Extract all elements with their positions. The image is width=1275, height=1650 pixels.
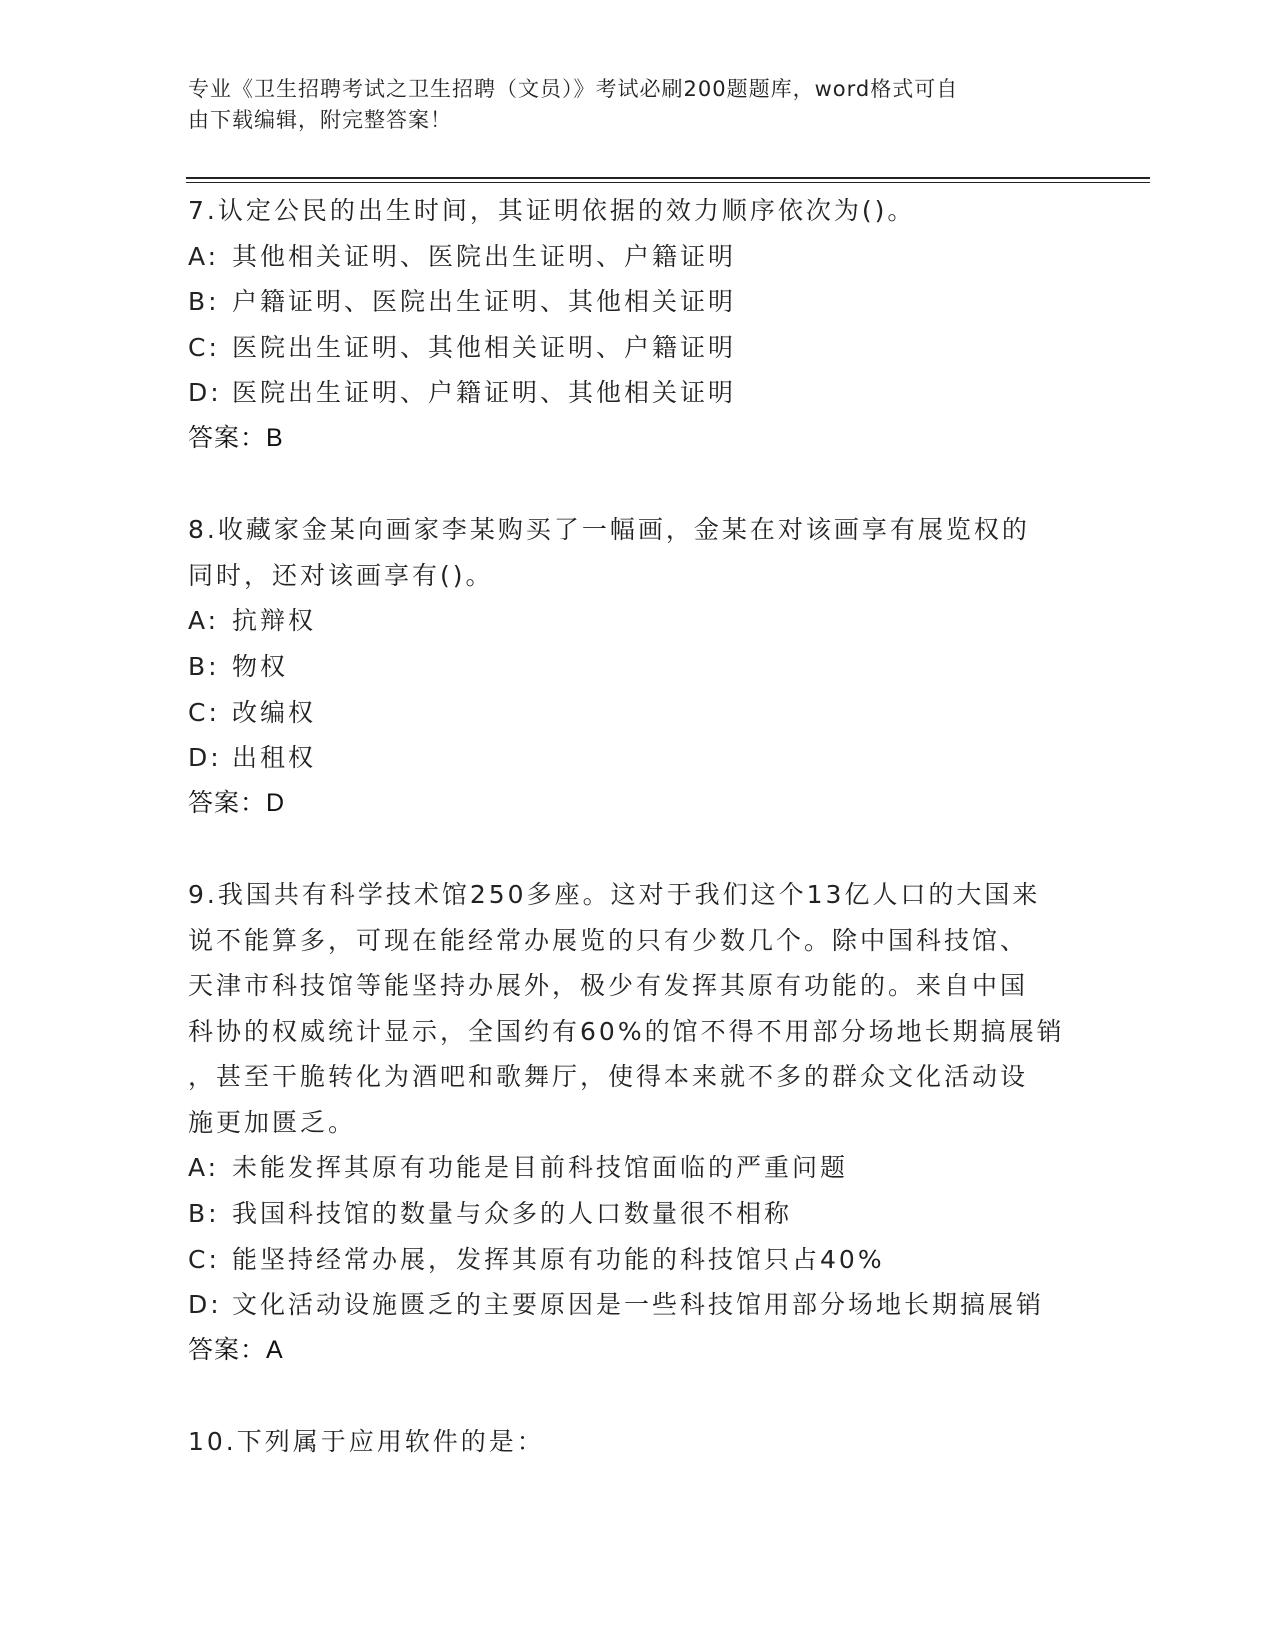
question-9 [188,872,1088,1374]
question-10 [188,1419,1088,1465]
document-header [188,74,1068,136]
option-text: 未能发挥其原有功能是目前科技馆面临的严重问题 [232,1153,849,1183]
question-stem: 同时，还对该画享有()。 [188,560,494,590]
option-text: 抗辩权 [232,606,317,636]
header-divider-thin [186,182,1150,183]
option-text: 医院出生证明、户籍证明、其他相关证明 [232,378,737,408]
option-label: B: [188,1199,220,1229]
answer-line: 答案：A [188,1335,284,1364]
option-text: 能坚持经常办展，发挥其原有功能的科技馆只占40% [232,1244,885,1274]
option-label: C: [188,1244,220,1274]
question-stem: 7.认定公民的出生时间，其证明依据的效力顺序依次为()。 [188,196,916,225]
header-line-1: 专业《卫生招聘考试之卫生招聘（文员）》考试必刷200题题库，word格式可自 [188,77,959,101]
question-stem: 天津市科技馆等能坚持办展外，极少有发挥其原有功能的。来自中国 [188,971,1029,1001]
option-b [188,279,1088,325]
spacer [188,1373,1088,1419]
option-d [188,370,1088,416]
option-label: C: [188,332,220,362]
answer-line: 答案：B [188,423,284,452]
option-text: 物权 [232,651,289,681]
option-label: B: [188,651,220,681]
question-stem: 9.我国共有科学技术馆250多座。这对于我们这个13亿人口的大国来 [188,879,1041,909]
header-divider-thick [186,177,1150,179]
option-label: D: [188,378,222,408]
option-text: 户籍证明、医院出生证明、其他相关证明 [232,287,737,317]
spacer [188,826,1088,872]
option-text: 文化活动设施匮乏的主要原因是一些科技馆用部分场地长期搞展销 [232,1290,1045,1320]
option-b [188,1191,1088,1237]
option-a [188,1145,1088,1191]
question-list [188,188,1088,1465]
option-label: A: [188,606,220,636]
option-b [188,644,1088,690]
question-stem: 10.下列属于应用软件的是： [188,1427,545,1457]
answer-line: 答案：D [188,788,286,817]
option-text: 医院出生证明、其他相关证明、户籍证明 [232,332,737,362]
option-label: B: [188,287,220,317]
option-c [188,690,1088,736]
question-stem: 8.收藏家金某向画家李某购买了一幅画，金某在对该画享有展览权的 [188,515,1030,545]
option-label: A: [188,1153,220,1183]
option-label: A: [188,241,220,271]
option-text: 其他相关证明、医院出生证明、户籍证明 [232,241,737,271]
header-line-2: 由下载编辑，附完整答案！ [188,108,452,132]
option-c [188,1237,1088,1283]
option-c [188,325,1088,371]
question-stem: 说不能算多，可现在能经常办展览的只有少数几个。除中国科技馆、 [188,925,1029,955]
question-stem: 科协的权威统计显示，全国约有60%的馆不得不用部分场地长期搞展销 [188,1016,1065,1046]
option-label: D: [188,1290,222,1320]
option-a [188,234,1088,280]
question-7 [188,188,1088,462]
option-text: 改编权 [232,697,317,727]
option-label: D: [188,743,222,773]
spacer [188,462,1088,508]
option-a [188,598,1088,644]
question-8 [188,507,1088,826]
option-d [188,1282,1088,1328]
option-d [188,735,1088,781]
option-text: 出租权 [232,743,317,773]
question-stem: 施更加匮乏。 [188,1107,357,1137]
option-text: 我国科技馆的数量与众多的人口数量很不相称 [232,1199,793,1229]
question-stem: ，甚至干脆转化为酒吧和歌舞厅，使得本来就不多的群众文化活动设 [188,1062,1029,1092]
option-label: C: [188,697,220,727]
